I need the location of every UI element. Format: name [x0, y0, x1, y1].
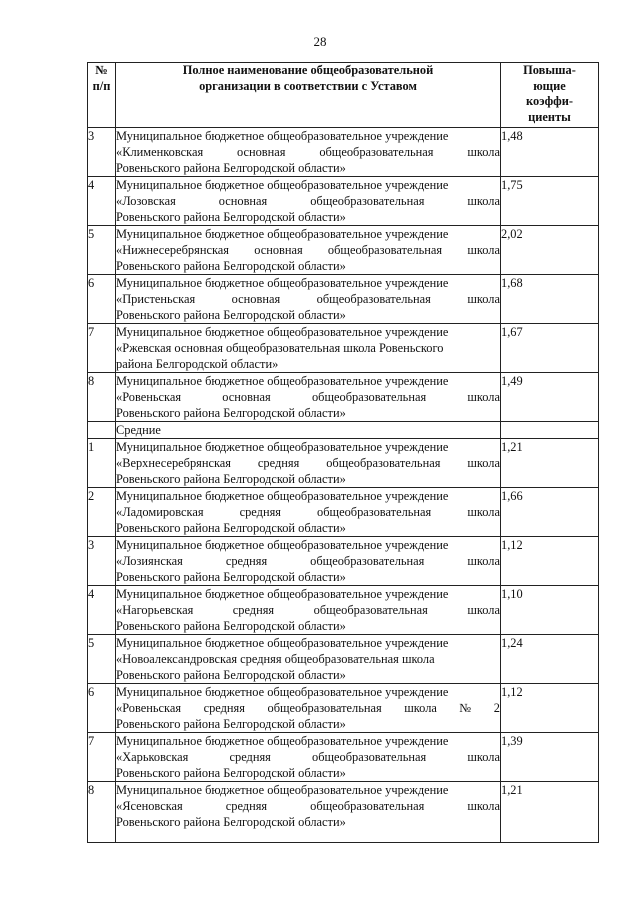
coefficient-value: 1,12	[501, 684, 599, 733]
school-name-line3: Ровеньского района Белгородской области»	[116, 406, 346, 420]
school-name-word: общеобразовательная	[310, 194, 425, 208]
header-number-line1: №	[95, 63, 108, 77]
table-body	[88, 128, 599, 843]
row-number: 6	[88, 684, 116, 733]
school-name-word: «Ровеньская	[116, 701, 182, 715]
school-name-line3: Ровеньского района Белгородской области»	[116, 619, 346, 633]
school-name-line1: Муниципальное бюджетное общеобразовательное учреждение	[116, 227, 449, 241]
school-name-word: общеобразовательная	[310, 799, 425, 813]
school-name-word: основная	[231, 292, 281, 306]
school-name-line1: Муниципальное бюджетное общеобразовательное учреждение	[116, 636, 449, 650]
school-name-word: «Ладомировская	[116, 505, 204, 519]
school-name-word: основная	[254, 243, 303, 257]
school-name-line1: Муниципальное бюджетное общеобразовательное учреждение	[116, 276, 449, 290]
school-name-line2	[116, 602, 500, 618]
school-name-word: школа	[467, 194, 500, 208]
header-coef-line1: Повыша-	[523, 63, 576, 77]
school-name	[116, 635, 501, 684]
school-name-word: школа	[404, 701, 437, 715]
school-name-word: «Ровеньская	[116, 390, 182, 404]
coefficient-value: 1,68	[501, 275, 599, 324]
school-name-word: общеобразовательная	[326, 456, 441, 470]
school-name-line2	[116, 749, 500, 765]
row-number: 8	[88, 782, 116, 843]
coefficients-table	[87, 62, 599, 843]
school-name-word: средняя	[232, 603, 275, 617]
school-name-line1: Муниципальное бюджетное общеобразовательное учреждение	[116, 783, 449, 797]
coefficient-value: 2,02	[501, 226, 599, 275]
row-number: 5	[88, 635, 116, 684]
header-name-line2: организации в соответствии с Уставом	[199, 78, 417, 93]
coefficient-value: 1,67	[501, 324, 599, 373]
school-name-line3: Ровеньского района Белгородской области»	[116, 210, 346, 224]
school-name-word: «Клименковская	[116, 145, 204, 159]
coefficient-value: 1,75	[501, 177, 599, 226]
school-name-word: общеобразовательная	[327, 243, 443, 257]
school-name-line3: Ровеньского района Белгородской области»	[116, 161, 346, 175]
school-name-line1: Муниципальное бюджетное общеобразовательное учреждение	[116, 178, 449, 192]
school-name-line2	[116, 504, 500, 520]
section-coef-cell	[501, 422, 599, 439]
coefficient-value: 1,21	[501, 439, 599, 488]
school-name-word: школа	[467, 554, 500, 568]
school-name	[116, 177, 501, 226]
school-name-word: основная	[236, 145, 286, 159]
header-coef-line2: ющие	[533, 78, 566, 93]
header-name	[116, 63, 501, 128]
school-name-word: школа	[467, 243, 500, 257]
school-name	[116, 275, 501, 324]
section-label: Средние	[116, 422, 501, 439]
school-name-line2: «Новоалександровская средняя общеобразовательная школа	[116, 652, 435, 666]
school-name-line1: Муниципальное бюджетное общеобразовательное учреждение	[116, 440, 449, 454]
school-name	[116, 586, 501, 635]
school-name-line1: Муниципальное бюджетное общеобразовательное учреждение	[116, 374, 449, 388]
school-name-line1: Муниципальное бюджетное общеобразовательное учреждение	[116, 587, 449, 601]
school-name	[116, 324, 501, 373]
coefficient-value: 1,12	[501, 537, 599, 586]
section-number-cell	[88, 422, 116, 439]
coefficient-value: 1,66	[501, 488, 599, 537]
school-name-line3: Ровеньского района Белгородской области»	[116, 668, 346, 682]
school-name	[116, 373, 501, 422]
table-row	[88, 586, 599, 635]
school-name-line1: Муниципальное бюджетное общеобразовательное учреждение	[116, 734, 449, 748]
school-name-word: основная	[222, 390, 271, 404]
row-number: 6	[88, 275, 116, 324]
school-name-word: средняя	[229, 750, 271, 764]
school-name-word: «Пристеньская	[116, 292, 196, 306]
header-coefficient	[501, 63, 599, 128]
school-name	[116, 439, 501, 488]
school-name-word: №	[459, 701, 472, 715]
school-name	[116, 684, 501, 733]
school-name-word: «Нижнесеребрянская	[116, 243, 229, 257]
school-name-word: общеобразовательная	[310, 554, 425, 568]
coefficient-value: 1,10	[501, 586, 599, 635]
school-name-line3: Ровеньского района Белгородской области»	[116, 521, 346, 535]
school-name	[116, 537, 501, 586]
school-name-word: средняя	[239, 505, 281, 519]
school-name-word: общеобразовательная	[311, 390, 427, 404]
school-name-line1: Муниципальное бюджетное общеобразовательное учреждение	[116, 538, 449, 552]
school-name-line2	[116, 798, 500, 814]
school-name-word: средняя	[203, 701, 245, 715]
school-name-line2	[116, 242, 500, 258]
header-name-line1: Полное наименование общеобразовательной	[182, 63, 434, 77]
school-name-line3: Ровеньского района Белгородской области»	[116, 766, 346, 780]
row-number: 2	[88, 488, 116, 537]
school-name-word: общеобразовательная	[313, 603, 428, 617]
page-number: 28	[313, 34, 327, 49]
school-name-line2	[116, 553, 500, 569]
header-coef-line4: циенты	[528, 109, 571, 124]
row-number: 3	[88, 128, 116, 177]
row-number: 5	[88, 226, 116, 275]
table-row	[88, 324, 599, 373]
school-name-line3: Ровеньского района Белгородской области»	[116, 570, 346, 584]
school-name-line3: Ровеньского района Белгородской области»	[116, 259, 346, 273]
header-number	[88, 63, 116, 128]
table-row	[88, 275, 599, 324]
coefficient-value: 1,39	[501, 733, 599, 782]
school-name-line1: Муниципальное бюджетное общеобразовательное учреждение	[116, 129, 449, 143]
school-name-word: общеобразовательная	[316, 292, 431, 306]
school-name	[116, 128, 501, 177]
row-number: 7	[88, 324, 116, 373]
school-name-line2	[116, 455, 500, 471]
school-name-word: основная	[218, 194, 268, 208]
row-number: 7	[88, 733, 116, 782]
school-name-line3: Ровеньского района Белгородской области»	[116, 717, 346, 731]
school-name-line2	[116, 144, 500, 160]
school-name-word: «Ясеновская	[116, 799, 183, 813]
table-row	[88, 177, 599, 226]
row-number: 3	[88, 537, 116, 586]
school-name-word: общеобразовательная	[312, 750, 427, 764]
school-name-line1: Муниципальное бюджетное общеобразовательное учреждение	[116, 325, 449, 339]
table-row	[88, 635, 599, 684]
coefficient-value: 1,21	[501, 782, 599, 843]
row-number: 4	[88, 177, 116, 226]
school-name-line3: района Белгородской области»	[116, 357, 279, 371]
table-row	[88, 733, 599, 782]
school-name-line2	[116, 193, 500, 209]
section-row	[88, 422, 599, 439]
table-row	[88, 373, 599, 422]
school-name-line1: Муниципальное бюджетное общеобразовательное учреждение	[116, 489, 449, 503]
school-name-word: школа	[467, 603, 500, 617]
table-row	[88, 439, 599, 488]
school-name-word: «Нагорьевская	[116, 603, 194, 617]
school-name-word: школа	[467, 456, 500, 470]
school-name-word: школа	[467, 145, 500, 159]
row-number: 4	[88, 586, 116, 635]
school-name-word: общеобразовательная	[267, 701, 382, 715]
school-name-line3: Ровеньского района Белгородской области»	[116, 815, 346, 829]
table-row	[88, 488, 599, 537]
school-name	[116, 782, 501, 843]
header-coef-line3: коэффи-	[525, 94, 573, 108]
school-name-line2	[116, 389, 500, 405]
coefficient-value: 1,49	[501, 373, 599, 422]
table-row	[88, 684, 599, 733]
school-name	[116, 226, 501, 275]
table-header-row	[88, 63, 599, 128]
school-name-word: средняя	[225, 554, 268, 568]
school-name-line2	[116, 291, 500, 307]
school-name-word: 2	[493, 701, 500, 715]
school-name-word: средняя	[257, 456, 300, 470]
row-number: 1	[88, 439, 116, 488]
table-row	[88, 226, 599, 275]
table-row	[88, 537, 599, 586]
school-name-word: общеобразовательная	[319, 145, 434, 159]
school-name-line2: «Ржевская основная общеобразовательная школа Ровеньского	[116, 341, 444, 355]
school-name-word: общеобразовательная	[317, 505, 432, 519]
school-name-word: школа	[467, 750, 500, 764]
school-name-word: «Лозиянская	[116, 554, 183, 568]
coefficient-value: 1,24	[501, 635, 599, 684]
school-name-word: школа	[467, 390, 500, 404]
coefficient-value: 1,48	[501, 128, 599, 177]
school-name-word: «Лозовская	[116, 194, 176, 208]
school-name-line2	[116, 700, 500, 716]
school-name-word: школа	[467, 799, 500, 813]
school-name-word: «Харьковская	[116, 750, 189, 764]
table-row	[88, 128, 599, 177]
school-name	[116, 733, 501, 782]
school-name-line3: Ровеньского района Белгородской области»	[116, 472, 346, 486]
header-number-line2: п/п	[92, 78, 111, 93]
table-row	[88, 782, 599, 843]
school-name-word: школа	[467, 292, 500, 306]
school-name-word: средняя	[225, 799, 268, 813]
school-name-word: школа	[467, 505, 500, 519]
row-number: 8	[88, 373, 116, 422]
school-name	[116, 488, 501, 537]
school-name-line1: Муниципальное бюджетное общеобразовательное учреждение	[116, 685, 449, 699]
school-name-line3: Ровеньского района Белгородской области»	[116, 308, 346, 322]
school-name-word: «Верхнесеребрянская	[116, 456, 231, 470]
